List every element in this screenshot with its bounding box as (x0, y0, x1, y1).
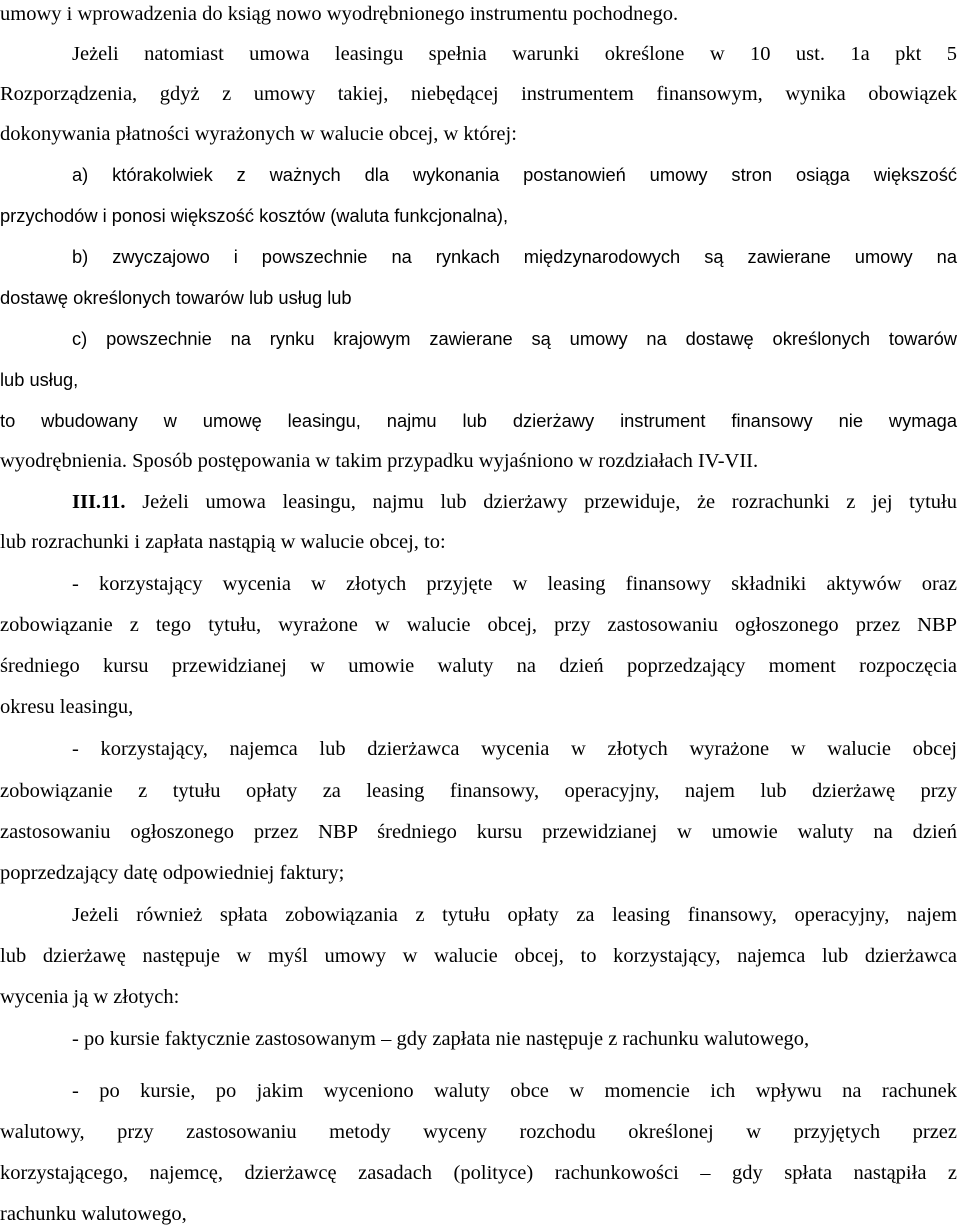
text-line: okresu leasingu, (0, 696, 134, 718)
list-item-c: c) powszechnie na rynku krajowym zawierane są umowy na dostawę określonych towarów (72, 328, 957, 349)
text-line: poprzedzający datę odpowiedniej faktury; (0, 862, 345, 884)
text-line: lub usług, (0, 369, 79, 390)
text-line: zastosowaniu ogłoszonego przez NBP średniego kursu przewidzianej w umowie waluty na dzień (0, 821, 957, 843)
text-line: Jeżeli natomiast umowa leasingu spełnia warunki określone w 10 ust. 1a pkt 5 (72, 43, 957, 65)
text-line: Jeżeli również spłata zobowiązania z tytułu opłaty za leasing finansowy, operacyjny, najem (72, 904, 957, 926)
bullet-line: - korzystający wycenia w złotych przyjęte w leasing finansowy składniki aktywów oraz (72, 573, 957, 595)
text-line: przychodów i ponosi większość kosztów (waluta funkcjonalna), (0, 205, 509, 226)
text-line: dostawę określonych towarów lub usług lub (0, 287, 352, 308)
text-line: rachunku walutowego, (0, 1203, 187, 1225)
list-item-b: b) zwyczajowo i powszechnie na rynkach międzynarodowych są zawierane umowy na (72, 246, 957, 267)
text-line: korzystającego, najemcę, dzierżawcę zasadach (polityce) rachunkowości – gdy spłata nastąpiła z (0, 1162, 957, 1184)
section-number: III.11. (72, 491, 126, 513)
text-line: umowy i wprowadzenia do ksiąg nowo wyodrębnionego instrumentu pochodnego. (0, 3, 679, 25)
bullet-line: - po kursie faktycznie zastosowanym – gdy zapłata nie następuje z rachunku walutowego, (72, 1028, 810, 1050)
section-line (72, 490, 957, 514)
text-line: lub rozrachunki i zapłata nastąpią w walucie obcej, to: (0, 531, 446, 553)
text-line: zobowiązanie z tytułu opłaty za leasing finansowy, operacyjny, najem lub dzierżawę przy (0, 780, 957, 802)
text-line: wycenia ją w złotych: (0, 986, 180, 1008)
text-line: dokonywania płatności wyrażonych w walucie obcej, w której: (0, 123, 517, 145)
text-line: lub dzierżawę następuje w myśl umowy w walucie obcej, to korzystający, najemca lub dzierżawca (0, 945, 957, 967)
section-text: Jeżeli umowa leasingu, najmu lub dzierżawy przewiduje, że rozrachunki z jej tytułu (142, 491, 958, 513)
bullet-line: - korzystający, najemca lub dzierżawca wycenia w złotych wyrażone w walucie obcej (72, 738, 957, 760)
bullet-line: - po kursie, po jakim wyceniono waluty obce w momencie ich wpływu na rachunek (72, 1080, 957, 1102)
text-line: to wbudowany w umowę leasingu, najmu lub dzierżawy instrument finansowy nie wymaga (0, 410, 957, 431)
text-line: wyodrębnienia. Sposób postępowania w takim przypadku wyjaśniono w rozdziałach IV-VII. (0, 450, 759, 472)
text-line: Rozporządzenia, gdyż z umowy takiej, niebędącej instrumentem finansowym, wynika obowiązek (0, 83, 957, 105)
text-line: zobowiązanie z tego tytułu, wyrażone w walucie obcej, przy zastosowaniu ogłoszonego przez NBP (0, 614, 957, 636)
text-line: średniego kursu przewidzianej w umowie waluty na dzień poprzedzający moment rozpoczęcia (0, 655, 957, 677)
list-item-a: a) którakolwiek z ważnych dla wykonania postanowień umowy stron osiąga większość (72, 164, 957, 185)
text-line: walutowy, przy zastosowaniu metody wyceny rozchodu określonej w przyjętych przez (0, 1121, 957, 1143)
